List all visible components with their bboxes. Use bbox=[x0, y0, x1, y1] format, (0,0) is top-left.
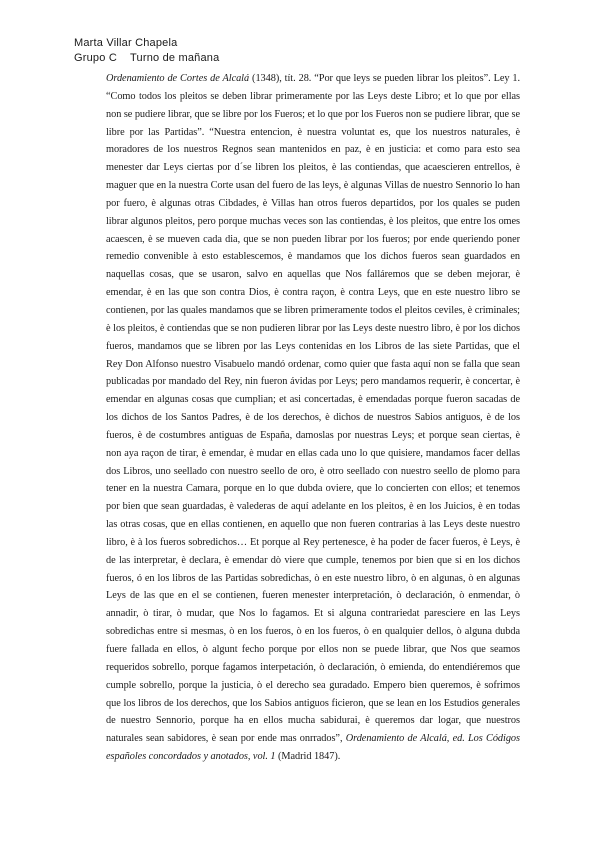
law-quote: “Como todos los pleitos se deben librar primeramente por las Leys deste Libro; et lo que por ellas non se pudiere librar, que se libre por los Fueros; et lo que por los Fueros non se pudiere librar, que se libre por las Partidas”. “Nuestra entencion, è nuestra voluntat es, que los nuestros naturales, è moradores de los nuestros Regnos sean mantenidos en paz, è en justicia: et como para esto sea menester dar Leys ciertas por d´se libren los pleitos, è las contiendas, que acaescieren entrellos, è maguer que en la nuestra Corte usan del fuero de las leys, è algunas Villas de nuestro Sennorio lo han por fuero, è algunas otras Cibdades, è Villas han otros fueros departidos, por los quales se puden librar algunos pleitos, pero porque muchas veces son las contiendas, è los pleitos, que entre los omes acaescen, è se mueven cada dia, que se non pueden librar por los fueros; por ende queriendo poner remedio convenible à esto establescemos, è mandamos que los dichos fueros sean guardados en naquellas cosas, que se usaron, salvo en aquellas que Nos falláremos que se deben mejorar, è emendar, è en las que son contra Dios, è contra raçon, è contra Leys, que en este nuestro libro se contienen, por las quales mandamos que se libren primeramente todos el pleitos ceviles, è criminales; è los pleitos, è contiendas que se non pudieren librar por las Leys deste nuestro libro, è por los dichos fueros, mandamos que se libren por las Leys contenidas en los Libros de las siete Partidas, que el Rey Don Alfonso nuestro Visabuelo mandó ordenar, como quier que fasta aquí non se falla que sean publicadas por mandado del Rey, nin fueron ávidas por Leys; pero mandamos requerir, è concertar, è emendar en algunas cosas que cumplian; et asi concertadas, è emendadas porque fueron sacadas de los dichos de los Santos Padres, è de los derechos, è dichos de nuestros Sabios antiguos, è de los fueros, è de costumbres antiguas de España, damoslas por nuestras Leys; et porque sean ciertas, è non aya raçon de tirar, è emendar, è mudar en ellas cada uno lo que quisiere, mandamos facer dellas dos Libros, uno seellado con nuestro seello de oro, è otro seellado con nuestro seello de plomo para tener en la nuestra Camara, porque en lo que dubda oviere, que lo concierten con ellos; et tenemos por bien que sean guardadas, è valederas de aquí adelante en los pleitos, è en los Juicios, è en todas las otras cosas, que en ellas contienen, en aquello que non fueren contrarias à las Leys deste nuestro libro, è à los fueros sobredichos… Et porque al Rey pertenesce, è ha poder de facer fueros, è Leys, è de las interpretar, è declara, è emendar dò viere que cumple, tenemos por bien que si en los dichos fueros, ó en los libros de las Partidas sobredichas, ò en este nuestro libro, ò en algunas, ò en algunas Leys de las que en el se contienen, fueren menester interpretación, ò declaración, ò enmendar, ò annadir, ò tirar, ò mudar, que Nos lo fagamos. Et si alguna contrariedat paresciere en las Leys sobredichas entre si mesmas, ò en los fueros, ò en los fueros, ò en qualquier dellos, ò alguna dubda fuere fallada en ellos, ò algunt fecho porque por ellos non se puede librar, que Nos que seamos requeridos sobrello, porque fagamos interpetación, ò declaración, ò emienda, do entendiéremos que cumple sobrello, porque la justicia, ò el derecho sea guradado. Empero bien queremos, è sofrimos que los libros de los derechos, que los Sabios antiguos ficieron, que se lean en los Estudios generales de nuestro Sennorio, porque ha en ellos mucha sabidurai, è queremos dar logar, que nuestros naturales sean sabidores, è sean por ende mas onrrados”, bbox=[106, 90, 520, 745]
citation-title: Ordenamiento de Alcalá, ed. Los Códigos españoles concordados y anotados, vol. 1 bbox=[106, 733, 520, 763]
shift-label: Turno de mañana bbox=[130, 52, 220, 64]
quoted-law-paragraph bbox=[106, 70, 520, 766]
course-info bbox=[74, 51, 219, 66]
citation-end: (Madrid 1847). bbox=[275, 751, 341, 763]
group-label: Grupo C bbox=[74, 52, 117, 64]
document-header bbox=[74, 36, 219, 66]
author-name: Marta Villar Chapela bbox=[74, 37, 178, 49]
source-reference: (1348), tít. 28. “Por que leys se pueden librar los pleitos”. Ley 1. bbox=[249, 73, 521, 84]
source-title: Ordenamiento de Cortes de Alcalá bbox=[106, 73, 250, 84]
